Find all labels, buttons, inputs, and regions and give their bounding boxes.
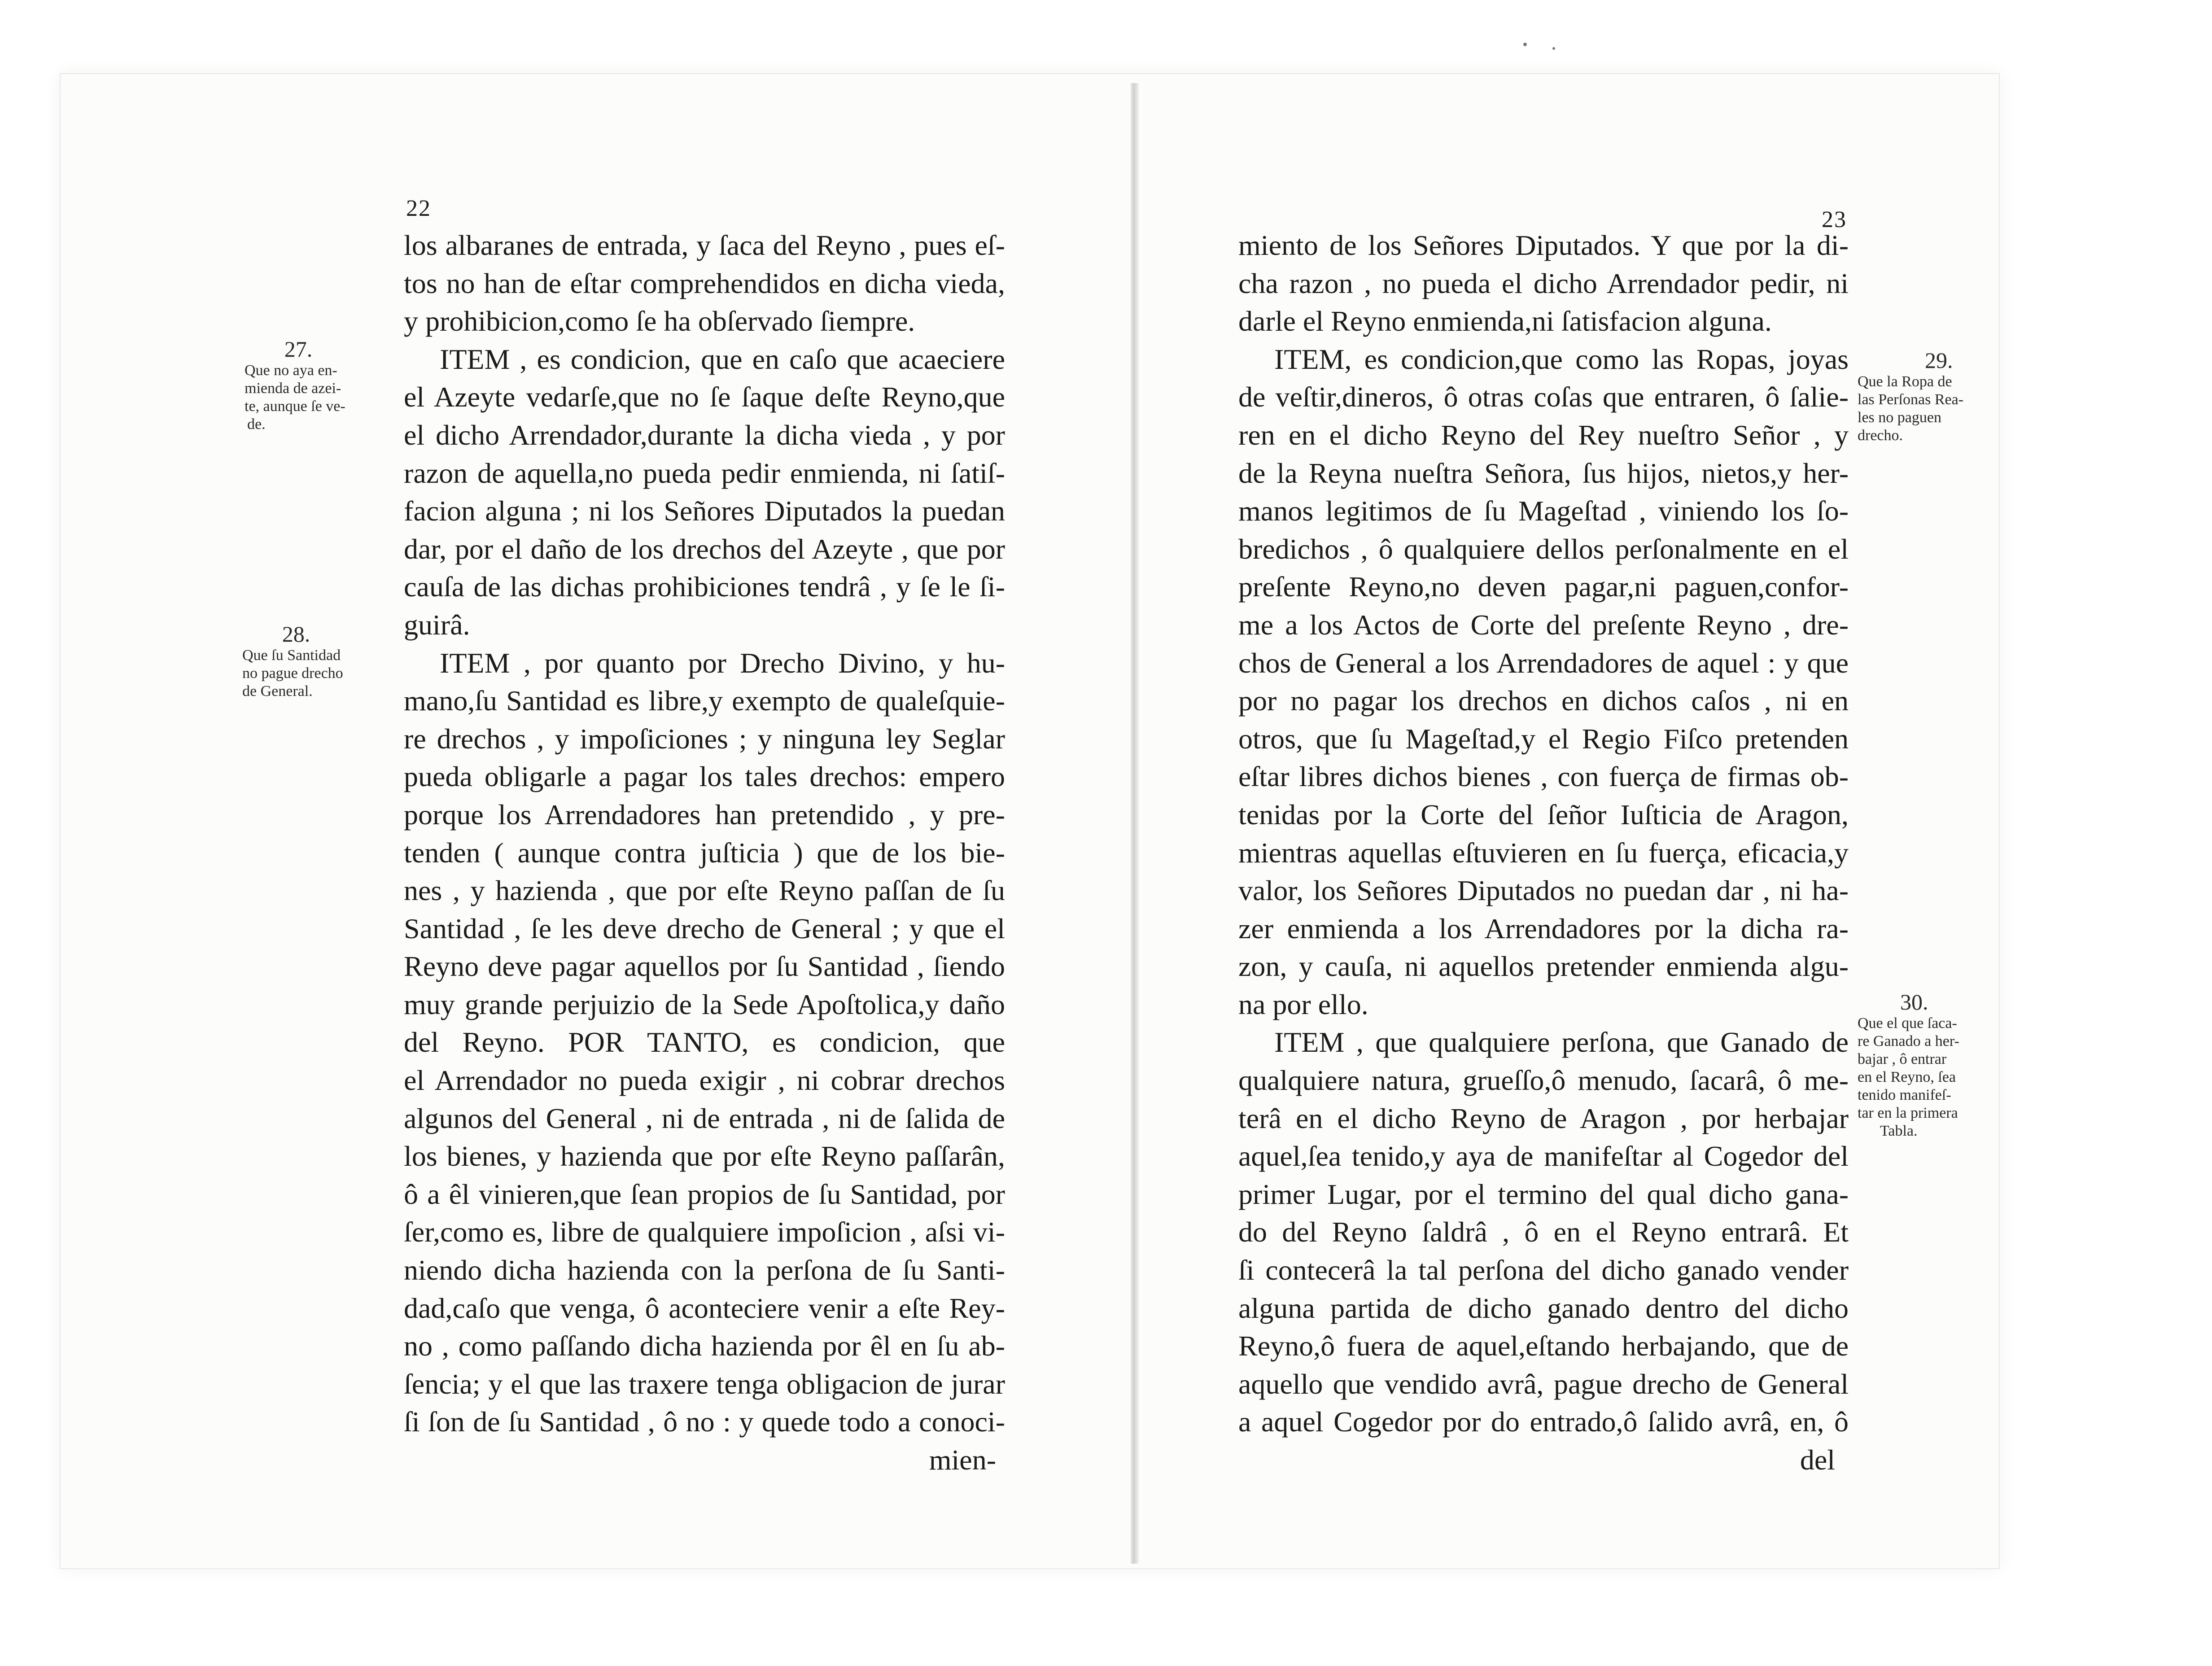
text-line: muy grande perjuizio de la Sede Apoſtolica,y daño xyxy=(404,988,1005,1020)
margin-note xyxy=(1858,348,1963,445)
text-line: los albaranes de entrada, y ſaca del Reyno , pues eſ- xyxy=(404,229,1005,261)
text-line: pueda obligarle a pagar los tales drechos: empero xyxy=(404,761,1005,793)
text-line: ITEM , que qualquiere perſona, que Ganado de xyxy=(1274,1026,1849,1058)
note-line: de. xyxy=(247,416,266,433)
text-line: darle el Reyno enmienda,ni ſatisfacion alguna. xyxy=(1238,305,1772,337)
text-line: ITEM, es condicion,que como las Ropas, joyas xyxy=(1274,343,1849,375)
text-line: terâ en el dicho Reyno de Aragon , por herbajar xyxy=(1238,1102,1849,1134)
text-line: mano,ſu Santidad es libre,y exempto de qualeſquie- xyxy=(404,685,1005,717)
text-line: primer Lugar, por el termino del qual dicho gana- xyxy=(1238,1178,1849,1210)
text-line: me a los Actos de Corte del preſente Reyno , dre- xyxy=(1238,608,1849,641)
text-line: tos no han de eſtar comprehendidos en dicha vieda, xyxy=(404,267,1005,299)
note-line: Tabla. xyxy=(1880,1123,1918,1139)
text-line: chos de General a los Arrendadores de aquel : y que xyxy=(1238,647,1849,679)
note-line: de General. xyxy=(242,683,313,700)
text-line: mientras aquellas eſtuvieren en ſu fuerça, eficacia,y xyxy=(1238,836,1849,869)
note-line: bajar , ô entrar xyxy=(1858,1051,1947,1067)
text-line: ô a êl vinieren,que ſean propios de ſu Santidad, por xyxy=(404,1178,1005,1210)
text-line: el Azeyte vedarſe,que no ſe ſaque deſte Reyno,que xyxy=(404,381,1005,413)
text-line: nes , y hazienda , que por eſte Reyno paſſan de ſu xyxy=(404,875,1005,907)
note-line: las Perſonas Rea- xyxy=(1858,391,1964,408)
left-page-body xyxy=(404,227,1005,1479)
left-page-number: 22 xyxy=(406,196,431,221)
catchword: mien- xyxy=(929,1444,996,1476)
text-line: ſi ſon de ſu Santidad , ô no : y quede todo a conoci- xyxy=(404,1406,1005,1438)
note-number: 29. xyxy=(1925,348,1953,373)
text-line: preſente Reyno,no deven pagar,ni paguen,confor- xyxy=(1238,571,1849,603)
text-line: los bienes, y hazienda que por eſte Reyno paſſarân, xyxy=(404,1140,1005,1172)
text-line: cha razon , no pueda el dicho Arrendador pedir, ni xyxy=(1238,267,1849,299)
margin-note xyxy=(242,621,350,700)
text-line: bredichos , ô qualquiere dellos perſonalmente en el xyxy=(1238,533,1849,565)
text-line: ſer,como es, libre de qualquiere impoſicion , aſsi vi- xyxy=(404,1216,1005,1248)
text-line: de veſtir,dineros, ô otras coſas que entraren, ô ſalie- xyxy=(1238,381,1849,413)
text-line: a aquel Cogedor por do entrado,ô ſalido avrâ, en, ô xyxy=(1238,1406,1849,1438)
note-line: tar en la primera xyxy=(1858,1105,1958,1121)
text-line: de la Reyna nueſtra Señora, ſus hijos, nietos,y her- xyxy=(1238,457,1849,489)
note-line: mienda de azei- xyxy=(245,380,341,397)
note-number: 28. xyxy=(282,621,310,647)
right-page-body xyxy=(1238,227,1849,1479)
note-line: drecho. xyxy=(1858,427,1903,444)
text-line: tenidas por la Corte del ſeñor Iuſticia de Aragon, xyxy=(1238,798,1849,831)
text-line: del Reyno. POR TANTO, es condicion, que xyxy=(404,1026,1005,1058)
text-line: tenden ( aunque contra juſticia ) que de los bie- xyxy=(404,836,1005,869)
text-line: ITEM , es condicion, que en caſo que acaeciere xyxy=(440,343,1005,375)
text-line: porque los Arrendadores han pretendido , y pre- xyxy=(404,798,1005,831)
note-number: 30. xyxy=(1900,989,1928,1014)
text-line: dad,caſo que venga, ô aconteciere venir a eſte Rey- xyxy=(404,1292,1005,1324)
text-line: zon, y cauſa, ni aquellos pretender enmienda algu- xyxy=(1238,950,1849,983)
text-line: guirâ. xyxy=(404,608,470,641)
text-line: eſtar libres dichos bienes , con fuerça de firmas ob- xyxy=(1238,761,1849,793)
text-line: razon de aquella,no pueda pedir enmienda, ni ſatiſ- xyxy=(404,457,1005,489)
note-line: tenido manifeſ- xyxy=(1858,1087,1951,1103)
text-line: Reyno deve pagar aquellos por ſu Santidad , ſiendo xyxy=(404,950,1005,983)
text-line: y prohibicion,como ſe ha obſervado ſiempre. xyxy=(404,305,915,337)
text-line: ITEM , por quanto por Drecho Divino, y hu- xyxy=(440,647,1005,679)
note-line: en el Reyno, ſea xyxy=(1858,1069,1956,1085)
text-line: alguna partida de dicho ganado dentro del dicho xyxy=(1238,1292,1849,1324)
catchword: del xyxy=(1800,1444,1835,1476)
text-line: aquel,ſea tenido,y aya de manifeſtar al Cogedor del xyxy=(1238,1140,1849,1172)
text-line: algunos del General , ni de entrada , ni de ſalida de xyxy=(404,1102,1005,1134)
dust-speck xyxy=(1552,47,1555,50)
text-line: dar, por el daño de los drechos del Azeyte , que por xyxy=(404,533,1005,565)
text-line: por no pagar los drechos en dichos caſos , ni en xyxy=(1238,685,1849,717)
margin-note xyxy=(1858,989,1959,1140)
book-gutter xyxy=(1131,83,1139,1564)
text-line: cauſa de las dichas prohibiciones tendrâ , y ſe le ſi- xyxy=(404,571,1005,603)
text-line: ſencia; y el que las traxere tenga obligacion de jurar xyxy=(404,1368,1005,1400)
note-line: re Ganado a her- xyxy=(1858,1033,1959,1049)
note-line: no pague drecho xyxy=(242,665,343,682)
text-line: el Arrendador no pueda exigir , ni cobrar drechos xyxy=(404,1064,1005,1097)
text-line: aquello que vendido avrâ, pague drecho de General xyxy=(1238,1368,1849,1400)
text-line: Santidad , ſe les deve drecho de General ; y que el xyxy=(404,912,1005,945)
text-line: valor, los Señores Diputados no puedan dar , ni ha- xyxy=(1238,875,1849,907)
text-line: do del Reyno ſaldrâ , ô en el Reyno entrarâ. Et xyxy=(1238,1216,1849,1248)
note-line: Que ſu Santidad xyxy=(242,647,341,664)
dust-speck xyxy=(1523,43,1527,46)
right-page-number: 23 xyxy=(1822,207,1847,232)
note-number: 27. xyxy=(284,337,313,362)
note-line: te, aunque ſe ve- xyxy=(245,398,345,415)
note-line: Que la Ropa de xyxy=(1858,373,1952,390)
text-line: Reyno,ô fuera de aquel,eſtando herbajando, que de xyxy=(1238,1330,1849,1362)
margin-note xyxy=(245,337,352,433)
text-line: qualquiere natura, grueſſo,ô menudo, ſacarâ, ô me- xyxy=(1238,1064,1849,1097)
text-line: miento de los Señores Diputados. Y que por la di- xyxy=(1238,229,1849,261)
text-line: ren en el dicho Reyno del Rey nueſtro Señor , y xyxy=(1238,419,1849,451)
text-line: zer enmienda a los Arrendadores por la dicha ra- xyxy=(1238,912,1849,945)
note-line: Que no aya en- xyxy=(245,362,337,379)
text-line: otros, que ſu Mageſtad,y el Regio Fiſco pretenden xyxy=(1238,722,1849,755)
text-line: el dicho Arrendador,durante la dicha vieda , y por xyxy=(404,419,1005,451)
note-line: les no paguen xyxy=(1858,409,1941,426)
text-line: niendo dicha hazienda con la perſona de ſu Santi- xyxy=(404,1254,1005,1286)
text-line: ſi contecerâ la tal perſona del dicho ganado vender xyxy=(1238,1254,1849,1286)
note-line: Que el que ſaca- xyxy=(1858,1015,1957,1032)
text-line: manos legitimos de ſu Mageſtad , viniendo los ſo- xyxy=(1238,495,1849,527)
text-line: facion alguna ; ni los Señores Diputados la puedan xyxy=(404,495,1005,527)
text-line: no , como paſſando dicha hazienda por êl en ſu ab- xyxy=(404,1330,1005,1362)
text-line: re drechos , y impoſiciones ; y ninguna ley Seglar xyxy=(404,722,1005,755)
text-line: na por ello. xyxy=(1238,988,1368,1020)
